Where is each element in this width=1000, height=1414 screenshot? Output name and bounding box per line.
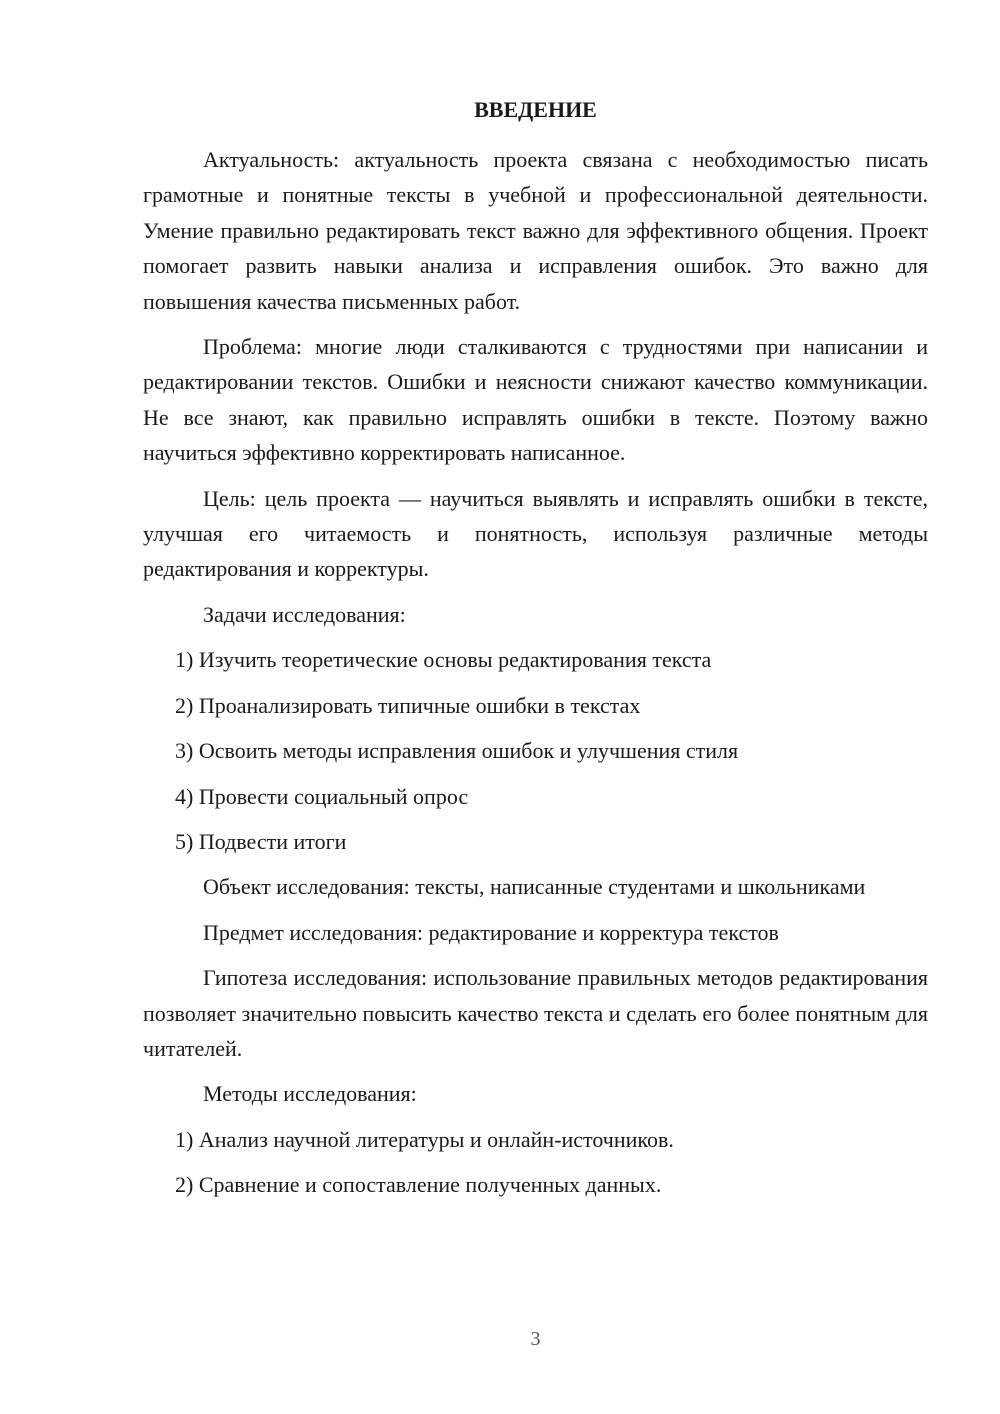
relevance-paragraph: Актуальность: актуальность проекта связана с необходимостью писать грамотные и понятные тексты в учебной и профессиональной деятельности. Умение правильно редактировать текст важно для эффективного общения. Проект помогает развить навыки анализа и исправления ошибок. Это важно для повышения качества письменных работ. (143, 147, 928, 314)
task-item: 1) Изучить теоретические основы редактирования текста (175, 647, 712, 673)
task-item: 3) Освоить методы исправления ошибок и улучшения стиля (175, 738, 739, 764)
subject-paragraph: Предмет исследования: редактирование и корректура текстов (203, 919, 779, 945)
task-item: 4) Провести социальный опрос (175, 783, 469, 809)
methods-title: Методы исследования: (203, 1081, 417, 1107)
object-paragraph: Объект исследования: тексты, написанные студентами и школьниками (203, 874, 866, 900)
problem-paragraph: Проблема: многие люди сталкиваются с трудностями при написании и редактировании текстов. Ошибки и неясности снижают качество коммуникации. Не все знают, как правильно исправлять ошибки в тексте. Поэтому важно научиться эффективно корректировать написанное. (143, 334, 928, 466)
page-number: 3 (530, 1328, 541, 1350)
document-body (143, 142, 928, 1213)
method-item: 2) Сравнение и сопоставление полученных данных. (175, 1172, 662, 1198)
tasks-title: Задачи исследования: (203, 601, 406, 627)
goal-paragraph: Цель: цель проекта — научиться выявлять и исправлять ошибки в тексте, улучшая его читаемость и понятность, используя различные методы редактирования и корректуры. (143, 485, 928, 582)
hypothesis-paragraph: Гипотеза исследования: использование правильных методов редактирования позволяет значительно повысить качество текста и сделать его более понятным для читателей. (143, 965, 928, 1061)
section-heading: ВВЕДЕНИЕ (474, 97, 597, 122)
task-item: 2) Проанализировать типичные ошибки в текстах (175, 692, 641, 718)
method-item: 1) Анализ научной литературы и онлайн-источников. (175, 1126, 674, 1152)
task-item: 5) Подвести итоги (175, 828, 347, 854)
document-page (143, 0, 928, 1414)
